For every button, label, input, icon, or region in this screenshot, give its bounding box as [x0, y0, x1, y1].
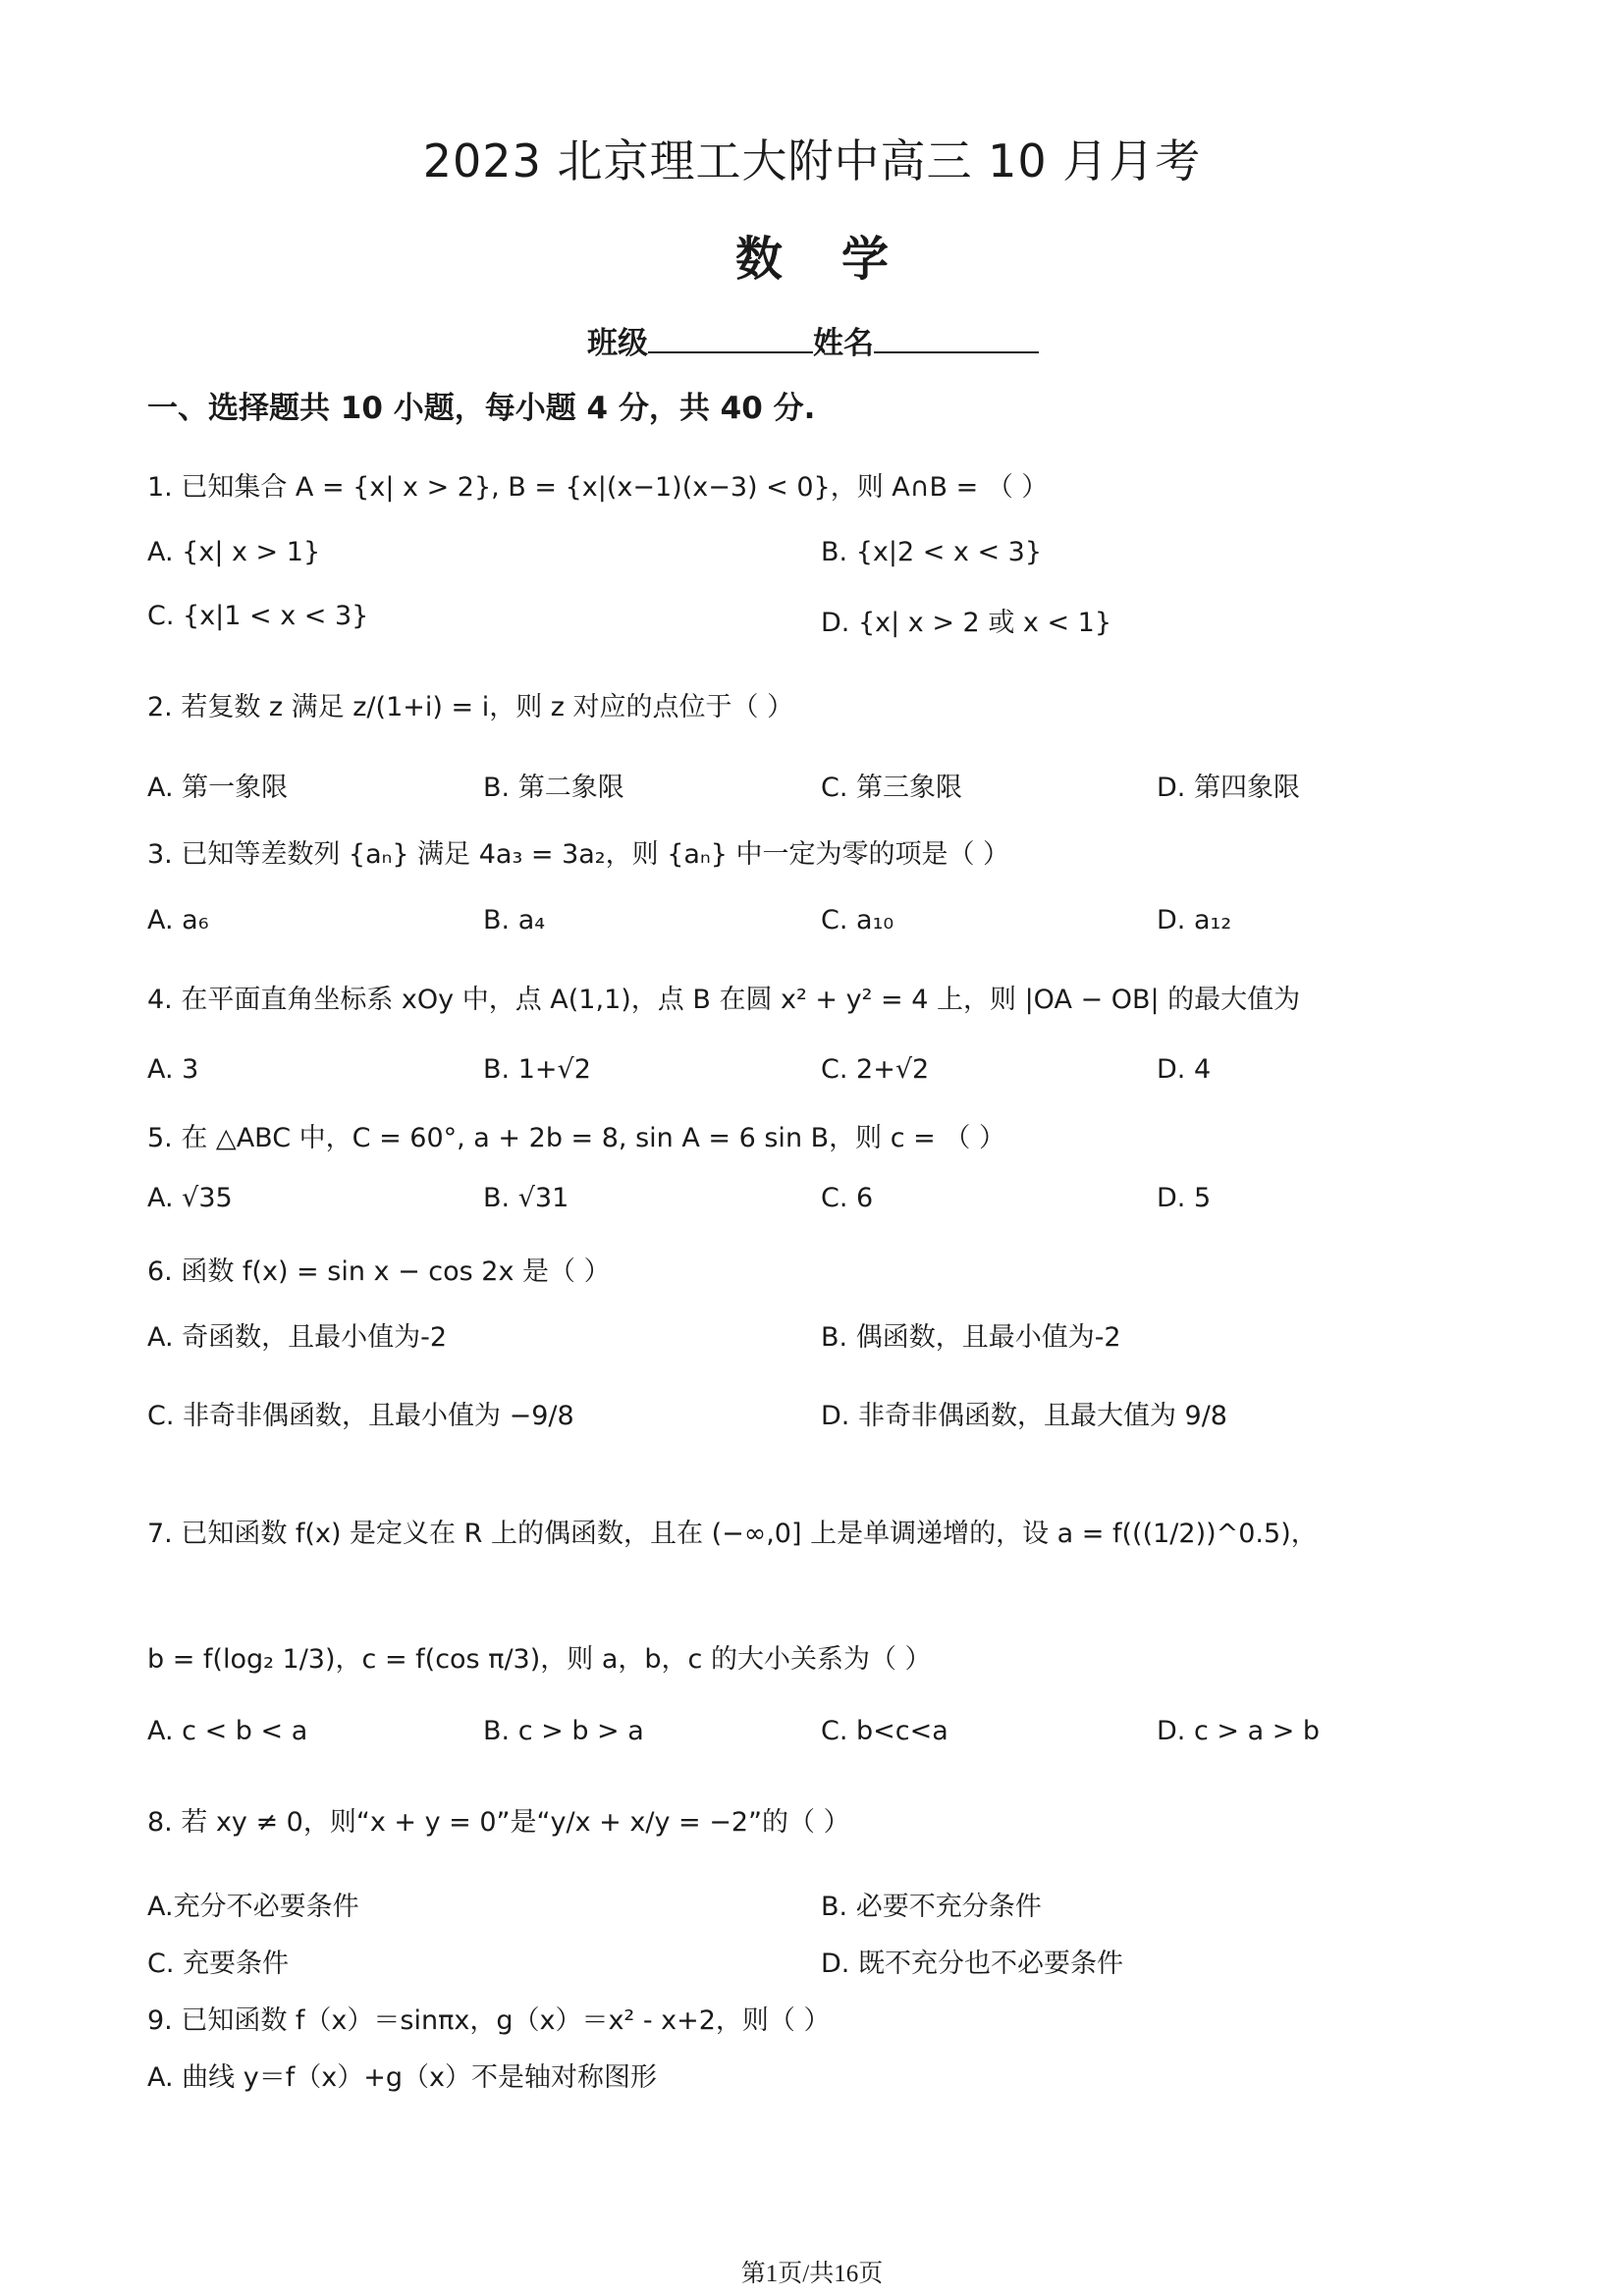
question-3-option-a: A. a₆ [147, 905, 209, 935]
question-6-option-d: D. 非奇非偶函数，且最大值为 9/8 [821, 1401, 1227, 1431]
page-number: 第1页/共16页 [740, 2261, 884, 2287]
question-6-option-a: A. 奇函数，且最小值为-2 [147, 1322, 448, 1353]
question-5-stem: 5. 在 △ABC 中，C = 60°, a + 2b = 8, sin A = 6 sin B，则 c = （ ） [147, 1123, 1005, 1153]
question-8-option-c: C. 充要条件 [147, 1949, 290, 1979]
question-8-option-b: B. 必要不充分条件 [821, 1892, 1042, 1922]
question-1-option-b: B. {x|2 < x < 3} [821, 537, 1043, 567]
question-4-stem: 4. 在平面直角坐标系 xOy 中，点 A(1,1)，点 B 在圆 x² + y² = 4 上，则 |OA − OB| 的最大值为 [147, 985, 1301, 1015]
question-7-option-a: A. c < b < a [147, 1716, 308, 1746]
question-8-option-a: A.充分不必要条件 [147, 1892, 359, 1922]
exam-title: 2023 北京理工大附中高三 10 月月考 [422, 134, 1202, 187]
class-blank [648, 324, 813, 353]
question-2-option-a: A. 第一象限 [147, 773, 289, 803]
question-7-option-d: D. c > a > b [1157, 1716, 1321, 1746]
question-5-option-d: D. 5 [1157, 1183, 1212, 1213]
name-blank [874, 324, 1039, 353]
question-5-option-c: C. 6 [821, 1183, 874, 1213]
class-label: 班级 [587, 326, 648, 361]
question-6-option-c: C. 非奇非偶函数，且最小值为 −9/8 [147, 1401, 574, 1431]
question-9-stem: 9. 已知函数 f（x）＝sinπx，g（x）＝x² - x+2，则（ ） [147, 2005, 831, 2036]
question-5-option-b: B. √31 [483, 1183, 569, 1213]
question-4-option-a: A. 3 [147, 1054, 199, 1085]
question-3-option-c: C. a₁₀ [821, 905, 894, 935]
question-2-stem: 2. 若复数 z 满足 z/(1+i) = i，则 z 对应的点位于（ ） [147, 692, 794, 722]
question-6-stem: 6. 函数 f(x) = sin x − cos 2x 是（ ） [147, 1256, 611, 1287]
subject-title: 数学 [734, 232, 947, 287]
question-2-option-b: B. 第二象限 [483, 773, 624, 803]
question-8-stem: 8. 若 xy ≠ 0，则“x + y = 0”是“y/x + x/y = −2”的（ ） [147, 1807, 850, 1838]
question-2-option-c: C. 第三象限 [821, 773, 963, 803]
question-1-option-c: C. {x|1 < x < 3} [147, 601, 369, 631]
question-3-stem: 3. 已知等差数列 {aₙ} 满足 4a₃ = 3a₂，则 {aₙ} 中一定为零的项是（ ） [147, 839, 1010, 870]
question-2-option-d: D. 第四象限 [1157, 773, 1300, 803]
question-7-option-b: B. c > b > a [483, 1716, 644, 1746]
class-name-line [587, 318, 1039, 362]
question-4-option-b: B. 1+√2 [483, 1054, 591, 1085]
question-5-option-a: A. √35 [147, 1183, 233, 1213]
question-9-option-a: A. 曲线 y＝f（x）+g（x）不是轴对称图形 [147, 2062, 657, 2093]
question-7-stem-line2: b = f(log₂ 1/3)，c = f(cos π/3)，则 a，b，c 的大小关系为（ ） [147, 1644, 932, 1675]
question-3-option-b: B. a₄ [483, 905, 546, 935]
question-4-option-d: D. 4 [1157, 1054, 1212, 1085]
question-8-option-d: D. 既不充分也不必要条件 [821, 1949, 1123, 1979]
section-heading: 一、选择题共 10 小题，每小题 4 分，共 40 分. [147, 391, 816, 426]
question-7-stem-line1: 7. 已知函数 f(x) 是定义在 R 上的偶函数，且在 (−∞,0] 上是单调递增的，设 a = f(((1/2))^0.5)， [147, 1519, 1318, 1549]
name-label: 姓名 [813, 326, 874, 361]
question-7-option-c: C. b<c<a [821, 1716, 948, 1746]
question-4-option-c: C. 2+√2 [821, 1054, 930, 1085]
question-1-option-a: A. {x| x > 1} [147, 537, 321, 567]
question-1-option-d: D. {x| x > 2 或 x < 1} [821, 608, 1112, 638]
question-1-stem: 1. 已知集合 A = {x| x > 2}, B = {x|(x−1)(x−3) < 0}，则 A∩B = （ ） [147, 472, 1049, 503]
question-6-option-b: B. 偶函数，且最小值为-2 [821, 1322, 1121, 1353]
question-3-option-d: D. a₁₂ [1157, 905, 1232, 935]
